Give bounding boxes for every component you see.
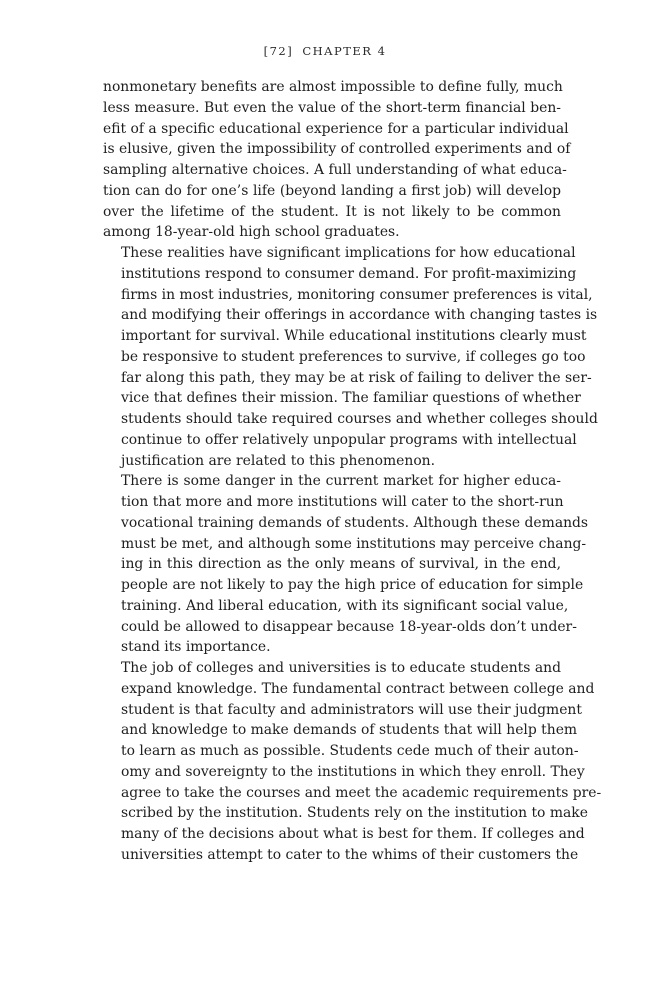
text-line: These realities have significant implications for how educational	[121, 245, 576, 261]
text-line: justification are related to this phenomenon.	[121, 452, 436, 469]
text-line: agree to take the courses and meet the academic requirements pre-	[121, 784, 602, 801]
chapter-label: CHAPTER 4	[302, 44, 387, 58]
paragraph	[103, 658, 602, 866]
text-line: and knowledge to make demands of students that will help them	[121, 722, 578, 739]
text-line: over the lifetime of the student. It is not likely to be common	[103, 203, 561, 220]
paragraph	[103, 77, 571, 243]
text-line: people are not likely to pay the high price of education for simple	[121, 577, 584, 593]
text-line: student is that faculty and administrators will use their judgment	[121, 701, 582, 718]
text-line: efit of a specific educational experience for a particular individual	[103, 120, 569, 137]
text-line: vocational training demands of students. Although these demands	[121, 514, 589, 531]
text-line: firms in most industries, monitoring consumer preferences is vital,	[121, 286, 593, 303]
page-number: [72]	[263, 44, 294, 58]
text-line: and modifying their offerings in accordance with changing tastes is	[121, 307, 598, 324]
text-line: must be met, and although some institutions may perceive chang-	[121, 535, 587, 552]
text-line: omy and sovereignty to the institutions in which they enroll. They	[121, 763, 585, 780]
text-line: far along this path, they may be at risk of failing to deliver the ser-	[121, 369, 592, 386]
text-line: institutions respond to consumer demand. For profit-maximizing	[121, 265, 577, 282]
text-line: The job of colleges and universities is to educate students and	[121, 660, 561, 676]
text-line: students should take required courses and whether colleges should	[121, 411, 598, 427]
text-line: many of the decisions about what is best for them. If colleges and	[121, 826, 585, 842]
text-line: less measure. But even the value of the short-term financial ben-	[103, 99, 561, 116]
text-line: sampling alternative choices. A full understanding of what educa-	[103, 162, 567, 178]
text-line: scribed by the institution. Students rely on the institution to make	[121, 805, 588, 822]
body-text	[103, 77, 602, 866]
text-line: could be allowed to disappear because 18-year-olds don’t under-	[121, 618, 577, 635]
text-line: expand knowledge. The fundamental contract between college and	[121, 680, 595, 697]
text-line: continue to offer relatively unpopular programs with intellectual	[121, 431, 577, 448]
text-line: is elusive, given the impossibility of controlled experiments and of	[103, 141, 571, 158]
text-line: nonmonetary benefits are almost impossible to define fully, much	[103, 79, 563, 95]
paragraph	[103, 243, 598, 471]
text-line: among 18-year-old high school graduates.	[103, 224, 400, 241]
text-line: ing in this direction as the only means of survival, in the end,	[121, 556, 561, 573]
text-line: There is some danger in the current market for higher educa-	[121, 473, 561, 490]
running-head	[0, 44, 650, 58]
text-line: be responsive to student preferences to survive, if colleges go too	[121, 348, 586, 365]
text-line: to learn as much as possible. Students cede much of their auton-	[121, 743, 579, 759]
text-line: tion can do for one’s life (beyond landing a first job) will develop	[103, 182, 561, 199]
text-line: stand its importance.	[121, 639, 271, 656]
text-line: tion that more and more institutions will cater to the short-run	[121, 494, 564, 510]
paragraph	[103, 471, 589, 658]
text-line: vice that defines their mission. The familiar questions of whether	[121, 390, 581, 407]
text-line: training. And liberal education, with its significant social value,	[121, 597, 569, 614]
text-line: important for survival. While educational institutions clearly must	[121, 328, 587, 344]
text-line: universities attempt to cater to the whims of their customers the	[121, 846, 579, 863]
